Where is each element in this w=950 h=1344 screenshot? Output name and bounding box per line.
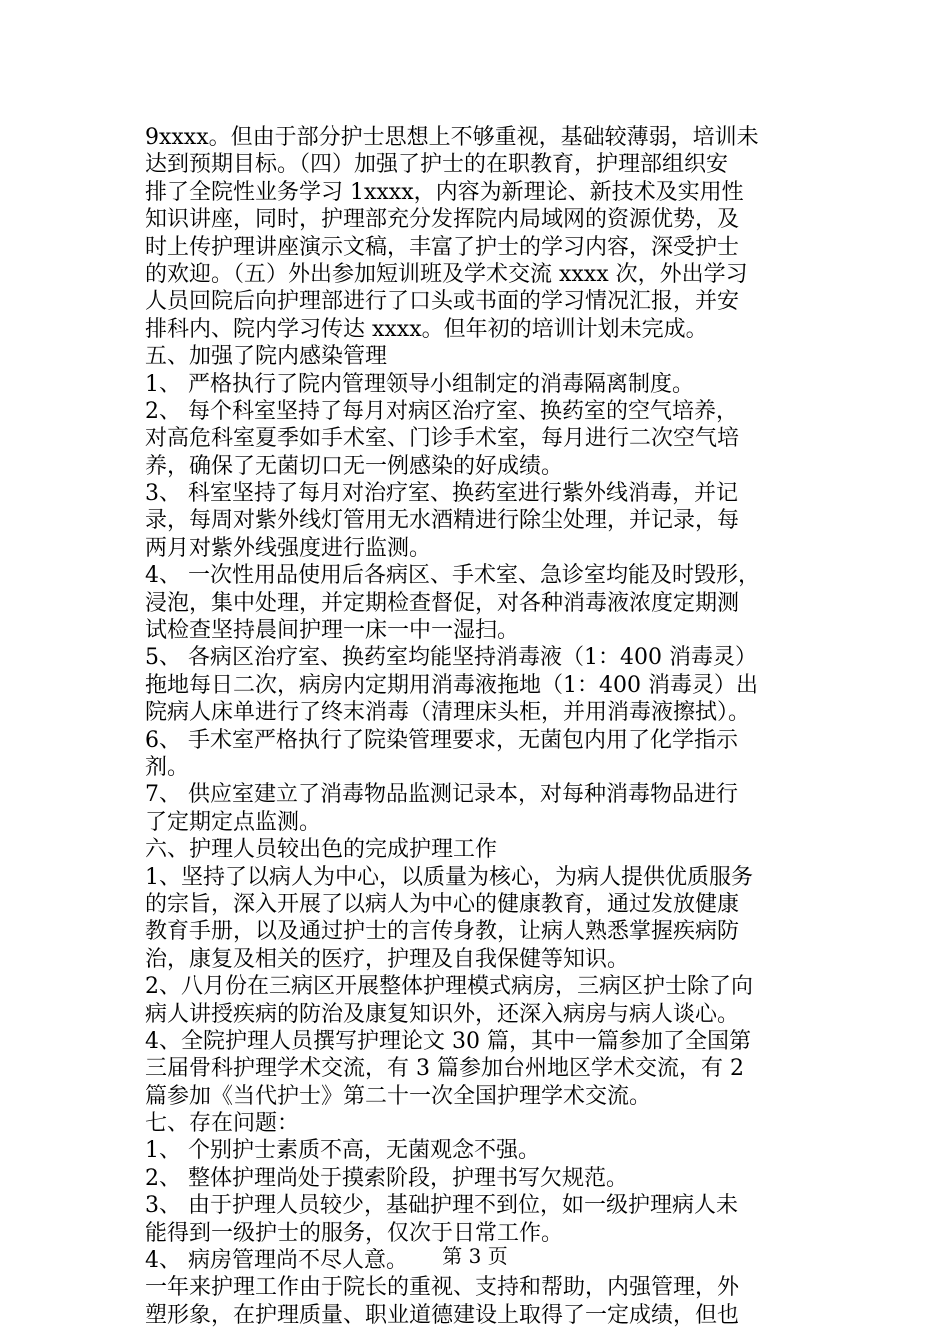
text-line: 3、 由于护理人员较少，基础护理不到位，如一级护理病人未 — [145, 1193, 738, 1219]
text-line: 2、 每个科室坚持了每月对病区治疗室、换药室的空气培养， — [145, 398, 738, 424]
text-line: 塑形象，在护理质量、职业道德建设上取得了一定成绩，但也 — [145, 1302, 740, 1328]
text-line: 拖地每日二次，病房内定期用消毒液拖地（1：400 消毒灵）出 — [145, 672, 758, 698]
text-line: 养，确保了无菌切口无一例感染的好成绩。 — [145, 453, 564, 479]
text-line: 达到预期目标。（四）加强了护士的在职教育，护理部组织安 — [145, 152, 729, 178]
text-line: 试检查坚持晨间护理一床一中一湿扫。 — [145, 618, 520, 644]
text-line: 五、加强了院内感染管理 — [145, 344, 388, 370]
text-line: 9xxxx。但由于部分护士思想上不够重视，基础较薄弱，培训未 — [145, 125, 759, 150]
text-line: 4、 一次性用品使用后各病区、手术室、急诊室均能及时毁形， — [145, 563, 760, 589]
text-line: 的宗旨，深入开展了以病人为中心的健康教育，通过发放健康 — [145, 891, 740, 917]
page-number: 第 3 页 — [442, 1244, 508, 1268]
text-line: 院病人床单进行了终末消毒（清理床头柜，并用消毒液擦拭）。 — [145, 700, 751, 726]
text-line: 排了全院性业务学习 1xxxx，内容为新理论、新技术及实用性 — [145, 179, 744, 205]
text-line: 2、八月份在三病区开展整体护理模式病房，三病区护士除了向 — [145, 974, 753, 1000]
text-line: 三届骨科护理学术交流，有 3 篇参加台州地区学术交流，有 2 — [145, 1056, 744, 1082]
text-line: 剂。 — [145, 754, 190, 780]
text-line: 3、 科室坚持了每月对治疗室、换药室进行紫外线消毒，并记 — [145, 481, 738, 507]
text-line: 4、全院护理人员撰写护理论文 30 篇，其中一篇参加了全国第 — [145, 1028, 751, 1054]
text-line: 能得到一级护士的服务，仅次于日常工作。 — [145, 1220, 564, 1246]
text-line: 2、 整体护理尚处于摸索阶段，护理书写欠规范。 — [145, 1165, 628, 1191]
text-line: 两月对紫外线强度进行监测。 — [145, 535, 432, 561]
text-line: 的欢迎。（五）外出参加短训班及学术交流 xxxx 次，外出学习 — [145, 261, 748, 287]
text-line: 排科内、院内学习传达 xxxx。但年初的培训计划未完成。 — [145, 316, 708, 342]
text-line: 6、 手术室严格执行了院染管理要求，无菌包内用了化学指示 — [145, 727, 738, 753]
text-line: 时上传护理讲座演示文稿，丰富了护士的学习内容，深受护士 — [145, 234, 740, 260]
document-body — [145, 124, 805, 1329]
text-line: 了定期定点监测。 — [145, 809, 322, 835]
text-line: 浸泡，集中处理，并定期检查督促，对各种消毒液浓度定期测 — [145, 590, 740, 616]
text-line: 人员回院后向护理部进行了口头或书面的学习情况汇报，并安 — [145, 289, 740, 315]
text-line: 一年来护理工作由于院长的重视、支持和帮助，内强管理，外 — [145, 1275, 740, 1301]
text-line: 病人讲授疾病的防治及康复知识外，还深入病房与病人谈心。 — [145, 1001, 740, 1027]
text-line: 5、 各病区治疗室、换药室均能坚持消毒液（1：400 消毒灵） — [145, 645, 757, 671]
text-line: 1、坚持了以病人为中心，以质量为核心，为病人提供优质服务 — [145, 864, 753, 890]
text-line: 教育手册，以及通过护士的言传身教，让病人熟悉掌握疾病防 — [145, 919, 740, 945]
text-line: 六、护理人员较出色的完成护理工作 — [145, 837, 498, 863]
text-line: 七、存在问题： — [145, 1111, 300, 1137]
text-line: 7、 供应室建立了消毒物品监测记录本，对每种消毒物品进行 — [145, 782, 738, 808]
text-line: 篇参加《当代护士》第二十一次全国护理学术交流。 — [145, 1083, 652, 1109]
text-line: 知识讲座，同时，护理部充分发挥院内局域网的资源优势，及 — [145, 207, 740, 233]
text-line: 录，每周对紫外线灯管用无水酒精进行除尘处理，并记录，每 — [145, 508, 740, 534]
text-line: 4、 病房管理尚不尽人意。 — [145, 1248, 408, 1274]
text-line: 对高危科室夏季如手术室、门诊手术室，每月进行二次空气培 — [145, 426, 740, 452]
text-line: 1、 个别护士素质不高，无菌观念不强。 — [145, 1138, 540, 1164]
text-line: 治，康复及相关的医疗，护理及自我保健等知识。 — [145, 946, 630, 972]
text-line: 1、 严格执行了院内管理领导小组制定的消毒隔离制度。 — [145, 371, 694, 397]
